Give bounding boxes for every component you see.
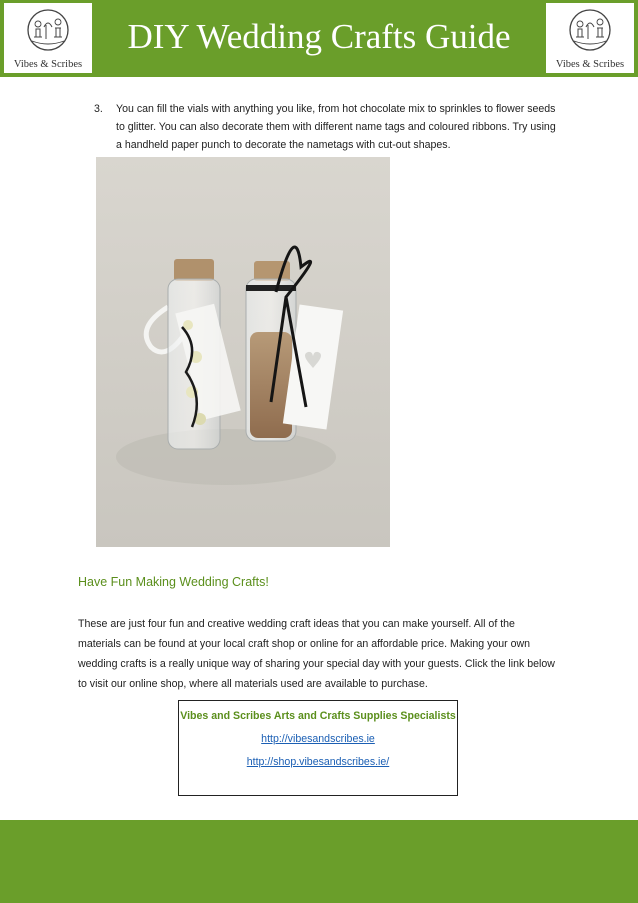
instruction-step: [94, 100, 564, 154]
glass-vials-image: [96, 157, 390, 547]
logo-text: Vibes & Scribes: [13, 59, 83, 70]
section-heading: Have Fun Making Wedding Crafts!: [78, 575, 269, 589]
page-title: DIY Wedding Crafts Guide: [127, 17, 511, 56]
page-footer-band: [0, 820, 638, 903]
contact-box: [178, 700, 458, 796]
step-number: 3.: [94, 103, 103, 115]
logo-text: Vibes & Scribes: [555, 59, 625, 70]
contact-box-title: Vibes and Scribes Arts and Crafts Supplies Specialists: [180, 710, 456, 722]
page-header: [0, 0, 638, 77]
shop-link[interactable]: http://shop.vibesandscribes.ie/: [246, 756, 390, 768]
section-paragraph: These are just four fun and creative wedding craft ideas that you can make yourself. All of the materials can be found at your local craft shop or online for an affordable price. Making your own wedding crafts is a really unique way of sharing your special day with your guests. Click the link below to visit our online shop, where all materials used are available to purchase.: [78, 618, 555, 690]
brand-logo-left: [4, 3, 92, 73]
logo-emblem-icon: [26, 7, 70, 53]
brand-logo-right: [546, 3, 634, 73]
vials-photo: [96, 157, 390, 547]
step-text: You can fill the vials with anything you like, from hot chocolate mix to sprinkles to flower seeds to glitter. You can also decorate them with different name tags and coloured ribbons. Try using a handheld paper punch to decorate the nametags with cut-out shapes.: [116, 103, 556, 151]
website-link[interactable]: http://vibesandscribes.ie: [261, 733, 375, 745]
logo-emblem-icon: [568, 7, 612, 53]
